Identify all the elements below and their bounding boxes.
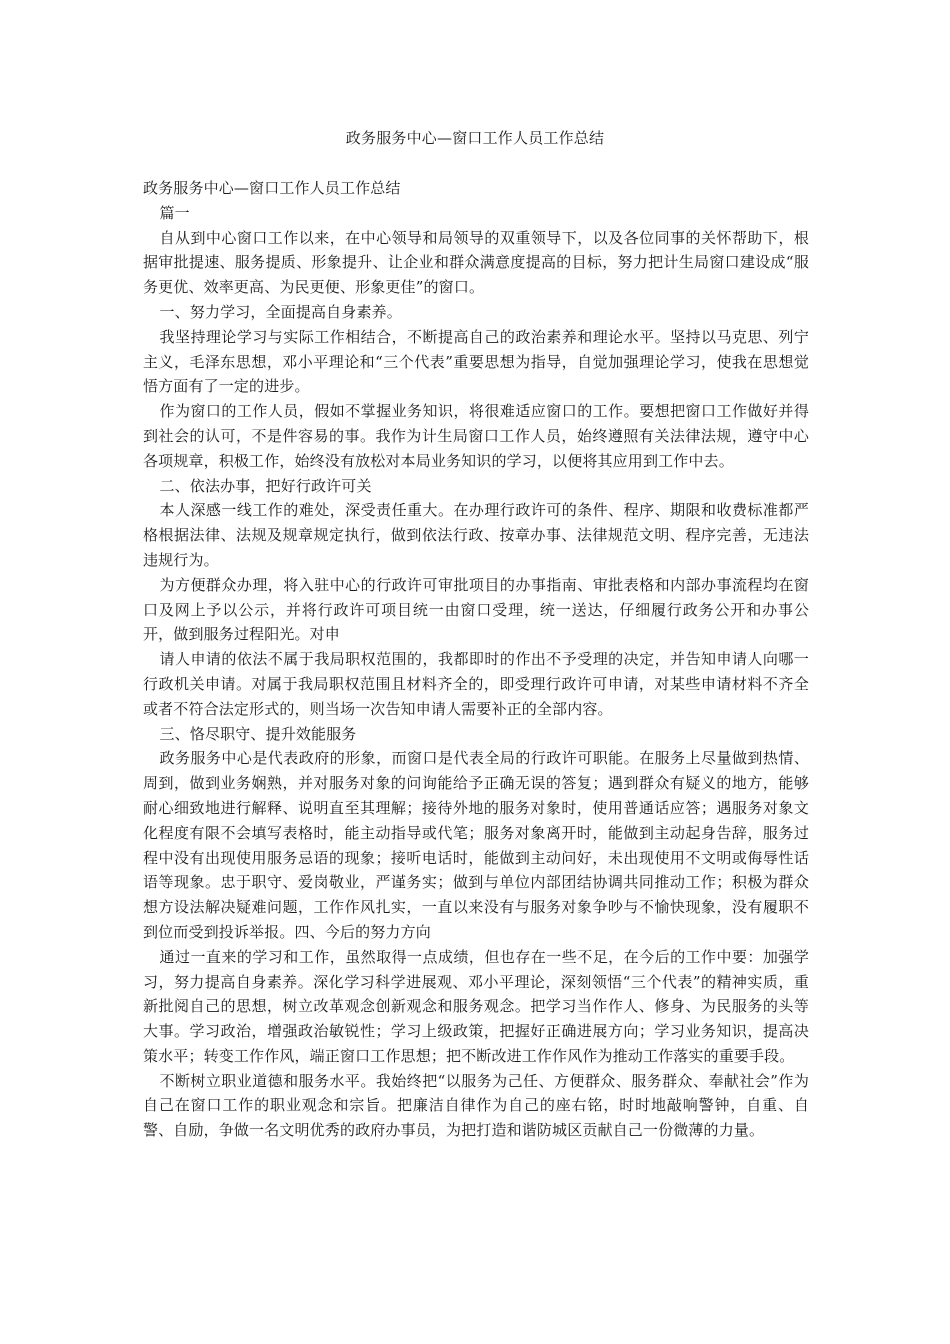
document-body [143,176,809,1143]
paragraph-lawful-work: 本人深感一线工作的难处，深受责任重大。在办理行政许可的条件、程序、期限和收费标准都严格根据法律、法规及规章规定执行，做到依法行政、按章办事、法律规范文明、程序完善，无违法违规行为。 [143,501,809,569]
document-subtitle: 政务服务中心—窗口工作人员工作总结 [143,179,401,197]
paragraph-public-disclosure: 为方便群众办理，将入驻中心的行政许可审批项目的办事指南、审批表格和内部办事流程均在窗口及网上予以公示，并将行政许可项目统一由窗口受理，统一送达，仔细履行政务公开和办事公开，做到服务过程阳光。对申 [143,575,809,644]
section-heading-3: 三、恪尽职守、提升效能服务 [159,724,357,743]
paragraph-future-direction: 通过一直来的学习和工作，虽然取得一点成绩，但也存在一些不足，在今后的工作中要：加强学习，努力提高自身素养。深化学习科学进展观、邓小平理论，深刻领悟“三个代表”的精神实质，重新批阅自己的思想，树立改革观念创新观念和服务观念。把学习当作作人、修身、为民服务的头等大事。学习政治，增强政治敏锐性；学习上级政策，把握好正确进展方向；学习业务知识，提高决策水平；转变工作作风，端正窗口工作思想；把不断改进工作作风作为推动工作落实的重要手段。 [143,947,809,1065]
paragraph-business-knowledge: 作为窗口的工作人员，假如不掌握业务知识，将很难适应窗口的工作。要想把窗口工作做好并得到社会的认可，不是件容易的事。我作为计生局窗口工作人员，始终遵照有关法律法规，遵守中心各项规章，积极工作，始终没有放松对本局业务知识的学习，以便将其应用到工作中去。 [143,402,809,470]
section-heading-1: 一、努力学习，全面提高自身素养。 [159,302,402,321]
paragraph-intro: 自从到中心窗口工作以来，在中心领导和局领导的双重领导下，以及各位同事的关怀帮助下，根据审批提速、服务提质、形象提升、让企业和群众满意度提高的目标，努力把计生局窗口建设成“服务更优、效率更高、为民更便、形象更佳”的窗口。 [143,228,809,297]
section-heading-2: 二、依法办事，把好行政许可关 [159,476,372,495]
part-label: 篇一 [159,203,190,222]
paragraph-theory-study: 我坚持理论学习与实际工作相结合，不断提高自己的政治素养和理论水平。坚持以马克思、列宁主义，毛泽东思想，邓小平理论和“三个代表”重要思想为指导，自觉加强理论学习，使我在思想觉悟方面有了一定的进步。 [143,327,809,396]
paragraph-professional-ethics: 不断树立职业道德和服务水平。我始终把“以服务为己任、方便群众、服务群众、奉献社会”作为自己在窗口工作的职业观念和宗旨。把廉洁自律作为自己的座右铭，时时地敲响警钟，自重、自警、自励，争做一名文明优秀的政府办事员，为把打造和谐防城区贡献自己一份微薄的力量。 [143,1071,809,1140]
paragraph-service-efficiency: 政务服务中心是代表政府的形象，而窗口是代表全局的行政许可职能。在服务上尽量做到热情、周到，做到业务娴熟，并对服务对象的问询能给予正确无误的答复；遇到群众有疑义的地方，能够耐心细致地进行解释、说明直至其理解；接待外地的服务对象时，使用普通话应答；遇服务对象文化程度有限不会填写表格时，能主动指导或代笔；服务对象离开时，能做到主动起身告辞，服务过程中没有出现使用服务忌语的现象；接听电话时，能做到主动问好，未出现使用不文明或侮辱性话语等现象。忠于职守、爱岗敬业，严谨务实；做到与单位内部团结协调共同推动工作；积极为群众想方设法解决疑难问题，工作作风扎实，一直以来没有与服务对象争吵与不愉快现象，没有履职不到位而受到投诉举报。四、今后的努力方向 [143,749,809,941]
paragraph-application-handling: 请人申请的依法不属于我局职权范围的，我都即时的作出不予受理的决定，并告知申请人向哪一行政机关申请。对属于我局职权范围且材料齐全的，即受理行政许可申请，对某些申请材料不齐全或者不符合法定形式的，则当场一次告知申请人需要补正的全部内容。 [143,650,809,718]
document-title: 政务服务中心—窗口工作人员工作总结 [345,129,605,147]
